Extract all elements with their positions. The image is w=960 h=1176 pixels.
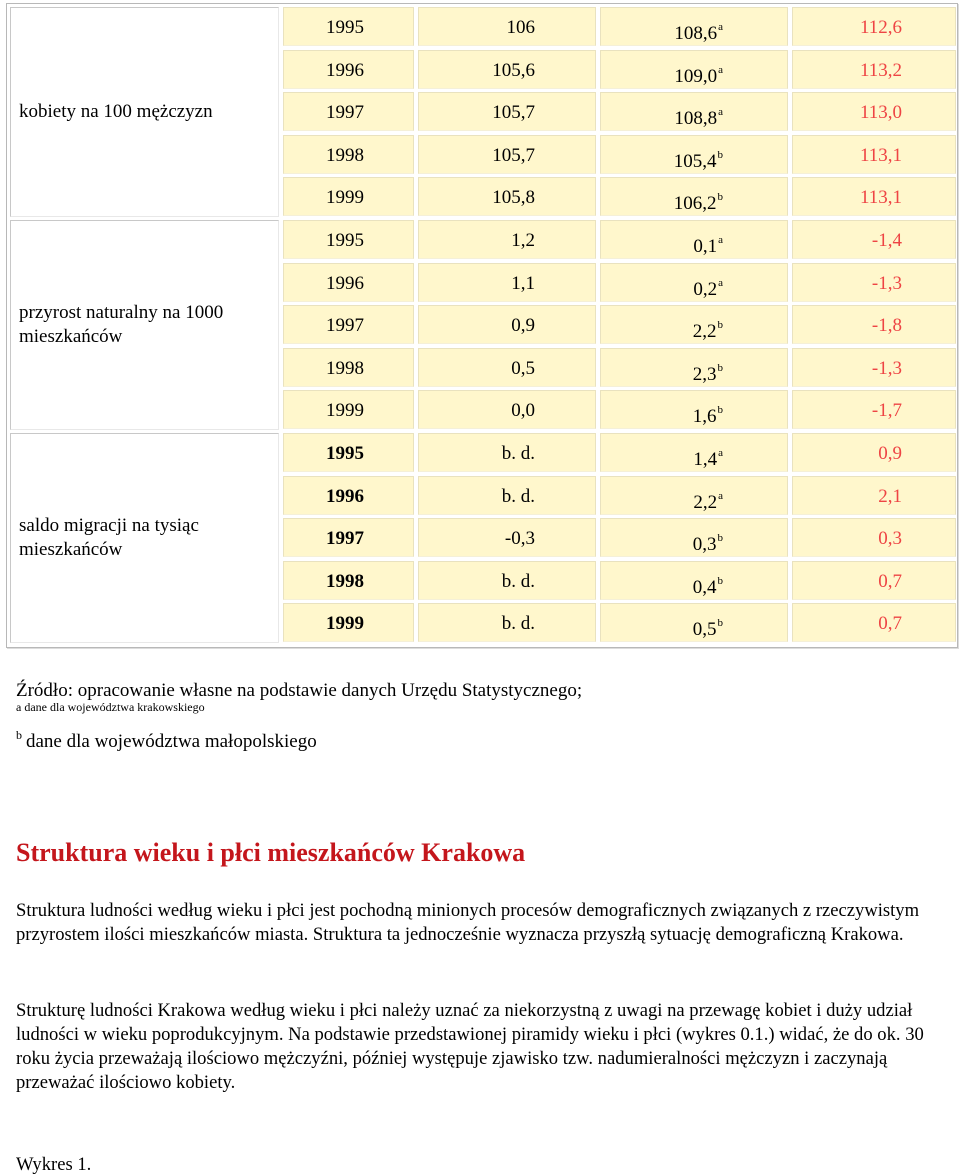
year-cell: 1997 [283, 92, 414, 131]
footnote-marker: b [717, 574, 723, 587]
value-cell-annotated [600, 518, 788, 557]
value-cell-annotated [600, 476, 788, 515]
year-cell: 1997 [283, 518, 414, 557]
year-cell: 1999 [283, 390, 414, 429]
table-row [283, 263, 956, 302]
year-cell: 1995 [283, 433, 414, 472]
paragraph-1: Struktura ludności według wieku i płci jest pochodną minionych procesów demograficznych związanych z rzeczywistym przyrostem ilości mieszkańców miasta. Struktura ta jednocześnie wyznacza przyszłą sytuację demograficzną Krakowa. [16, 900, 920, 945]
table-row [283, 603, 956, 642]
highlight-value-cell: -1,7 [792, 390, 956, 429]
value-text: 0,4 [692, 576, 717, 598]
value-text: 0,1 [693, 236, 718, 257]
table-row [283, 50, 956, 89]
table-row [283, 135, 956, 174]
highlight-value-cell: 0,7 [792, 561, 956, 600]
value-text: 106,2 [673, 193, 717, 215]
table-row [283, 7, 956, 46]
value-text: 1,4 [693, 449, 718, 470]
value-cell-annotated [600, 7, 788, 46]
value-cell-annotated [600, 390, 788, 429]
highlight-value-cell: -1,8 [792, 305, 956, 344]
table-row [283, 305, 956, 344]
value-text: 2,2 [692, 321, 717, 343]
value-cell-annotated [600, 220, 788, 259]
value-cell-annotated [600, 603, 788, 642]
source-note: Źródło: opracowanie własne na podstawie danych Urzędu Statystycznego; [16, 680, 583, 701]
value-cell: b. d. [418, 476, 596, 515]
footnote-marker: a [718, 276, 723, 289]
footnote-marker: b [717, 617, 723, 630]
value-cell: 105,8 [418, 177, 596, 216]
footnote-marker: a [718, 21, 723, 33]
highlight-value-cell: 113,1 [792, 177, 956, 216]
footnote-marker: b [717, 532, 723, 545]
value-text: 105,4 [673, 150, 717, 172]
value-cell: 106 [418, 7, 596, 46]
group-label: kobiety na 100 mężczyzn [10, 7, 279, 217]
table-row [283, 476, 956, 515]
value-cell-annotated [600, 50, 788, 89]
value-cell-annotated [600, 92, 788, 131]
footnote-marker: b [717, 361, 723, 374]
value-cell-annotated [600, 433, 788, 472]
table-row [283, 348, 956, 387]
year-cell: 1998 [283, 561, 414, 600]
footnote-marker: b [717, 404, 723, 417]
table-row [283, 220, 956, 259]
footnote-marker: b [717, 191, 723, 204]
group-label: przyrost naturalny na 1000 mieszkańców [10, 220, 279, 430]
table-row [283, 390, 956, 429]
highlight-value-cell: 113,1 [792, 135, 956, 174]
value-cell: b. d. [418, 603, 596, 642]
figure-caption: Wykres 1. [16, 1154, 92, 1175]
value-text: 0,3 [692, 534, 717, 556]
group-label: saldo migracji na tysiąc mieszkańców [10, 433, 279, 643]
value-text: 0,5 [692, 619, 717, 641]
value-cell: -0,3 [418, 518, 596, 557]
value-cell: 0,5 [418, 348, 596, 387]
year-cell: 1996 [283, 50, 414, 89]
year-cell: 1999 [283, 603, 414, 642]
value-cell-annotated [600, 348, 788, 387]
value-cell-annotated [600, 135, 788, 174]
footnote-a: a dane dla województwa krakowskiego [16, 700, 205, 714]
highlight-value-cell: 112,6 [792, 7, 956, 46]
year-cell: 1995 [283, 220, 414, 259]
year-cell: 1999 [283, 177, 414, 216]
table-row [283, 518, 956, 557]
year-cell: 1996 [283, 263, 414, 302]
value-cell: 105,6 [418, 50, 596, 89]
value-cell: 1,1 [418, 263, 596, 302]
year-cell: 1997 [283, 305, 414, 344]
value-text: 0,2 [693, 278, 718, 300]
highlight-value-cell: 0,9 [792, 433, 956, 472]
highlight-value-cell: -1,3 [792, 348, 956, 387]
year-cell: 1998 [283, 348, 414, 387]
table-group [7, 217, 957, 430]
year-cell: 1996 [283, 476, 414, 515]
highlight-value-cell: 0,3 [792, 518, 956, 557]
footnote-marker: b [717, 148, 723, 161]
value-cell: 105,7 [418, 135, 596, 174]
highlight-value-cell: 113,2 [792, 50, 956, 89]
year-cell: 1998 [283, 135, 414, 174]
table-row [283, 92, 956, 131]
highlight-value-cell: -1,4 [792, 220, 956, 259]
footnote-b-marker: b [16, 728, 22, 742]
value-cell: b. d. [418, 561, 596, 600]
value-text: 2,3 [692, 363, 717, 385]
table-group [7, 4, 957, 217]
footnote-marker: a [718, 234, 723, 246]
value-text: 1,6 [692, 406, 717, 428]
paragraph-2: Strukturę ludności Krakowa według wieku i płci należy uznać za niekorzystną z uwagi na przewagę kobiet i duży udział ludności w wieku poprodukcyjnym. Na podstawie przedstawionej piramidy wieku i płci (wykres 0.1.) widać, że do ok. 30 roku życia przeważają ilościowo mężczyźni, później występuje zjawisko tzw. nadumieralności mężczyzn i zaczynają przeważać ilościowo kobiety. [16, 1000, 924, 1093]
section-heading: Struktura wieku i płci mieszkańców Krakowa [16, 838, 526, 867]
value-cell: 105,7 [418, 92, 596, 131]
highlight-value-cell: -1,3 [792, 263, 956, 302]
highlight-value-cell: 2,1 [792, 476, 956, 515]
table-row [283, 561, 956, 600]
value-cell-annotated [600, 305, 788, 344]
value-cell: b. d. [418, 433, 596, 472]
value-text: 108,8 [674, 108, 718, 130]
footnote-marker: a [718, 63, 723, 76]
footnote-marker: a [718, 489, 723, 502]
value-text: 2,2 [693, 491, 718, 513]
value-text: 108,6 [674, 23, 718, 44]
table-group [7, 430, 957, 643]
value-cell: 0,0 [418, 390, 596, 429]
table-row [283, 433, 956, 472]
footnote-b [16, 728, 317, 753]
value-text: 109,0 [674, 65, 718, 87]
highlight-value-cell: 113,0 [792, 92, 956, 131]
footnote-b-text: dane dla województwa małopolskiego [26, 731, 317, 752]
value-cell: 1,2 [418, 220, 596, 259]
footnote-marker: a [718, 106, 723, 119]
value-cell-annotated [600, 177, 788, 216]
value-cell-annotated [600, 561, 788, 600]
table-row [283, 177, 956, 216]
year-cell: 1995 [283, 7, 414, 46]
statistics-table [6, 3, 958, 648]
value-cell-annotated [600, 263, 788, 302]
footnote-marker: b [717, 319, 723, 332]
footnote-marker: a [718, 447, 723, 459]
highlight-value-cell: 0,7 [792, 603, 956, 642]
value-cell: 0,9 [418, 305, 596, 344]
